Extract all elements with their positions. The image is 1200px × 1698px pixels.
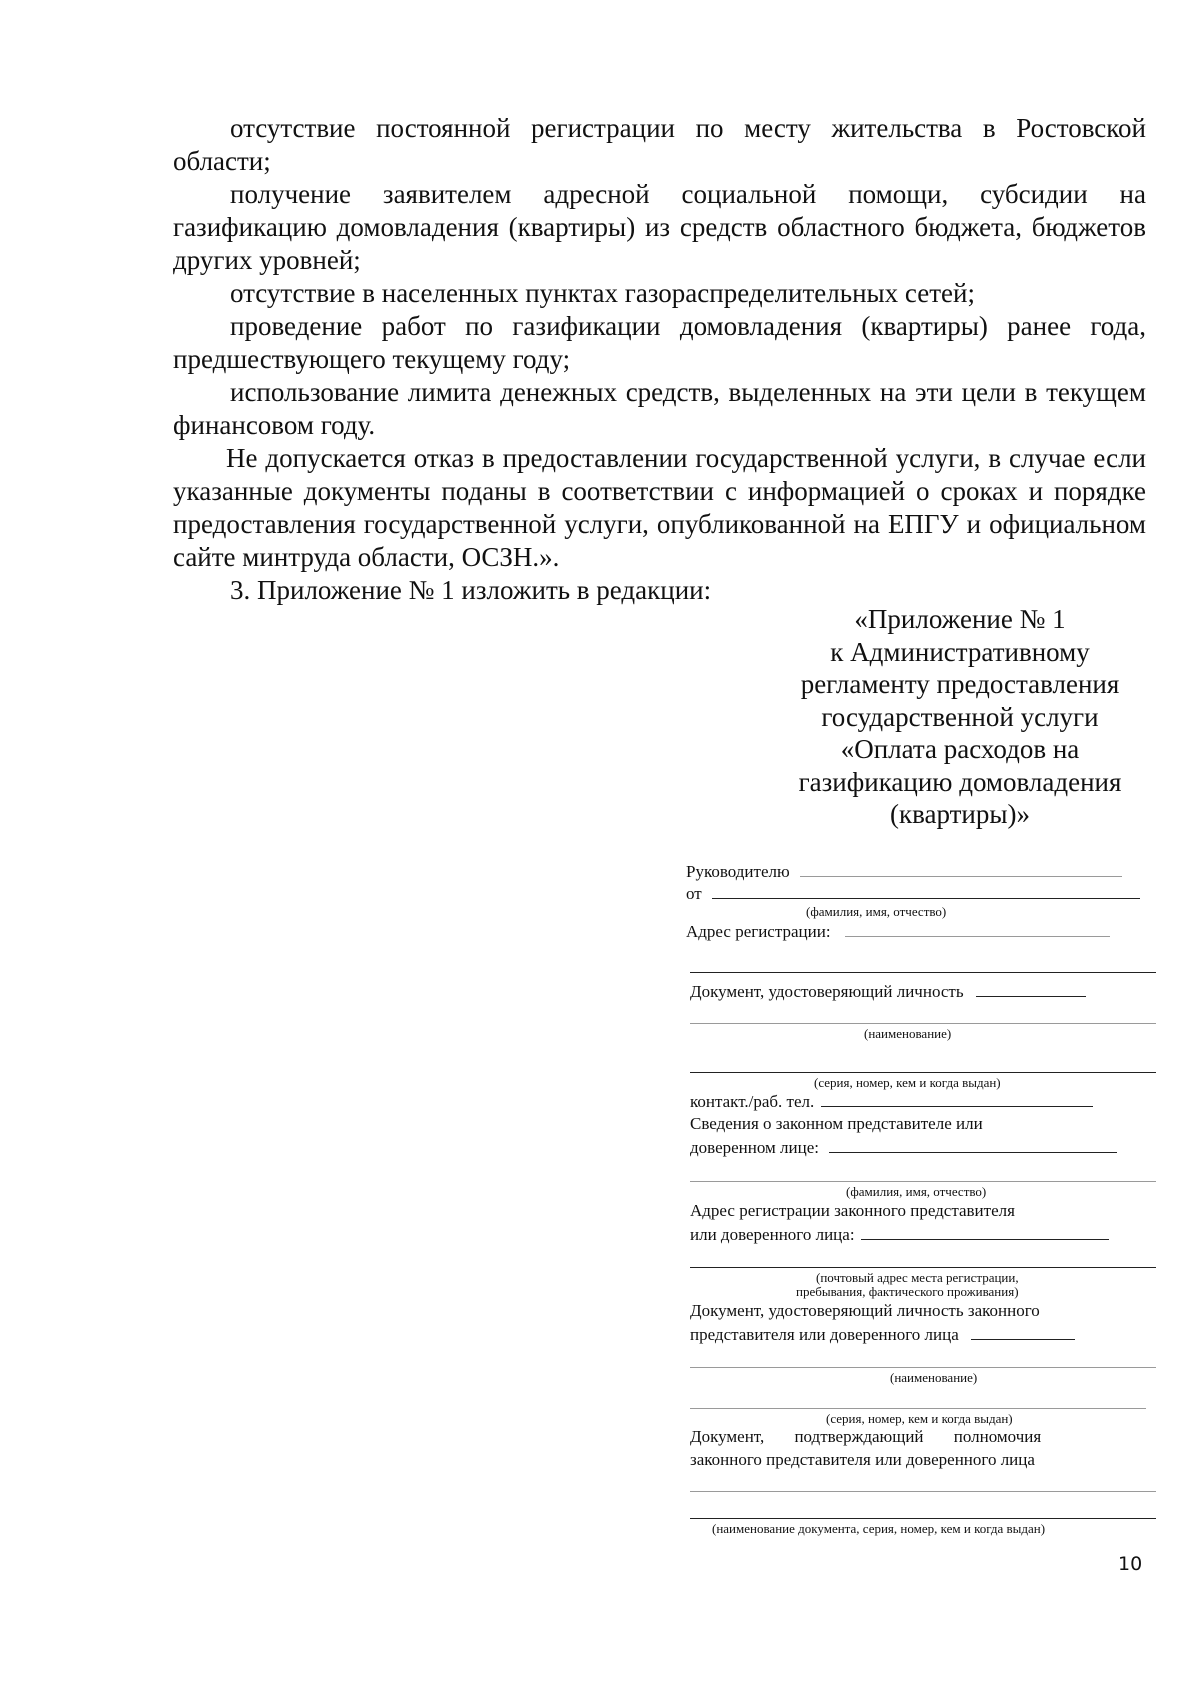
rep-row-2 [690, 1136, 1117, 1159]
address-row [686, 920, 1110, 943]
appendix-line: (квартиры)» [889, 799, 1030, 829]
rep-addr-line-2[interactable] [690, 1267, 1156, 1268]
auth-doc-label-1: Документ, подтверждающий полномочия [690, 1427, 1042, 1446]
rep-doc-name-line[interactable] [690, 1367, 1156, 1368]
address-field[interactable] [845, 920, 1110, 937]
body-text [173, 112, 1146, 607]
appendix-line: «Приложение № 1 [854, 604, 1066, 634]
rep-addr-row-2 [690, 1223, 1109, 1246]
phone-field[interactable] [821, 1090, 1093, 1107]
from-row [686, 882, 1140, 905]
paragraph-no-gas-network: отсутствие в населенных пунктах газораспределительных сетей; [230, 278, 975, 308]
rep-doc-row-2 [690, 1323, 1075, 1346]
auth-doc-line-2[interactable] [690, 1518, 1156, 1519]
rep-doc-row-1 [690, 1300, 1040, 1322]
appendix-line: государственной услуги [821, 701, 1099, 732]
from-field[interactable] [712, 882, 1140, 899]
auth-doc-line-1[interactable] [690, 1491, 1156, 1492]
paragraph-refusal-not-allowed: Не допускается отказ в предоставлении государственной услуги, в случае если указанные документы поданы в соответствии с информацией о сроках и порядке предоставления государственной услуги, опубликованной на ЕПГУ и официальном сайте минтруда области, ОСЗН.». [173, 443, 1146, 572]
appendix-line: газификацию домовладения [798, 766, 1122, 797]
rep-doc-series-line[interactable] [690, 1408, 1146, 1409]
caption-fio: (фамилия, имя, отчество) [806, 904, 947, 919]
rep-addr-row-1 [690, 1200, 1015, 1222]
rep-fio-line[interactable] [690, 1181, 1156, 1182]
id-doc-name-line[interactable] [690, 1023, 1156, 1024]
rep-addr-label-1: Адрес регистрации законного представителя [690, 1201, 1015, 1220]
appendix-line: к Административному [830, 636, 1090, 667]
rep-label-1: Сведения о законном представителе или [690, 1114, 983, 1133]
id-doc-row [690, 980, 1086, 1003]
auth-doc-label-2: законного представителя или доверенного лица [690, 1450, 1035, 1469]
caption-postal-1: (почтовый адрес места регистрации, [816, 1270, 1019, 1285]
head-row [686, 860, 1122, 883]
head-label: Руководителю [686, 862, 790, 881]
id-doc-series-line[interactable] [690, 1072, 1156, 1073]
rep-row-1 [690, 1113, 983, 1135]
appendix-line: регламенту предоставления [800, 669, 1120, 699]
appendix-header [770, 603, 1150, 831]
rep-addr-field[interactable] [861, 1223, 1109, 1240]
rep-doc-label-2: представителя или доверенного лица [690, 1325, 959, 1344]
caption-postal-2: пребывания, фактического проживания) [796, 1284, 1019, 1299]
auth-doc-row-1 [690, 1426, 1041, 1448]
address-label: Адрес регистрации: [686, 922, 831, 941]
phone-label: контакт./раб. тел. [690, 1092, 815, 1111]
appendix-line: «Оплата расходов на [840, 734, 1080, 764]
paragraph-limit-used: использование лимита денежных средств, выделенных на эти цели в текущем финансовом году. [173, 377, 1146, 440]
auth-doc-row-2 [690, 1449, 1035, 1471]
phone-row [690, 1090, 1093, 1113]
from-label: от [686, 884, 702, 903]
caption-name-2: (наименование) [890, 1370, 978, 1385]
rep-label-2: доверенном лице: [690, 1138, 819, 1157]
paragraph-appendix-edit: 3. Приложение № 1 изложить в редакции: [230, 575, 712, 605]
head-field[interactable] [800, 860, 1122, 877]
id-doc-label: Документ, удостоверяющий личность [690, 982, 964, 1001]
address-line-2[interactable] [690, 972, 1156, 973]
paragraph-no-registration: отсутствие постоянной регистрации по месту жительства в Ростовской области; [173, 113, 1146, 176]
page-number: 10 [1118, 1553, 1143, 1575]
id-doc-field[interactable] [976, 980, 1086, 997]
caption-doc-full: (наименование документа, серия, номер, кем и когда выдан) [712, 1521, 1046, 1536]
caption-fio-2: (фамилия, имя, отчество) [846, 1184, 987, 1199]
caption-name: (наименование) [864, 1026, 952, 1041]
paragraph-social-aid: получение заявителем адресной социальной помощи, субсидии на газификацию домовладения (квартиры) из средств областного бюджета, бюджетов других уровней; [173, 179, 1146, 275]
caption-series: (серия, номер, кем и когда выдан) [814, 1075, 1001, 1090]
rep-doc-field[interactable] [971, 1323, 1075, 1340]
rep-addr-label-2: или доверенного лица: [690, 1225, 855, 1244]
rep-field[interactable] [829, 1136, 1117, 1153]
rep-doc-label-1: Документ, удостоверяющий личность законного [690, 1301, 1040, 1320]
caption-series-2: (серия, номер, кем и когда выдан) [826, 1411, 1013, 1426]
paragraph-prior-works: проведение работ по газификации домовладения (квартиры) ранее года, предшествующего текущему году; [173, 311, 1146, 374]
